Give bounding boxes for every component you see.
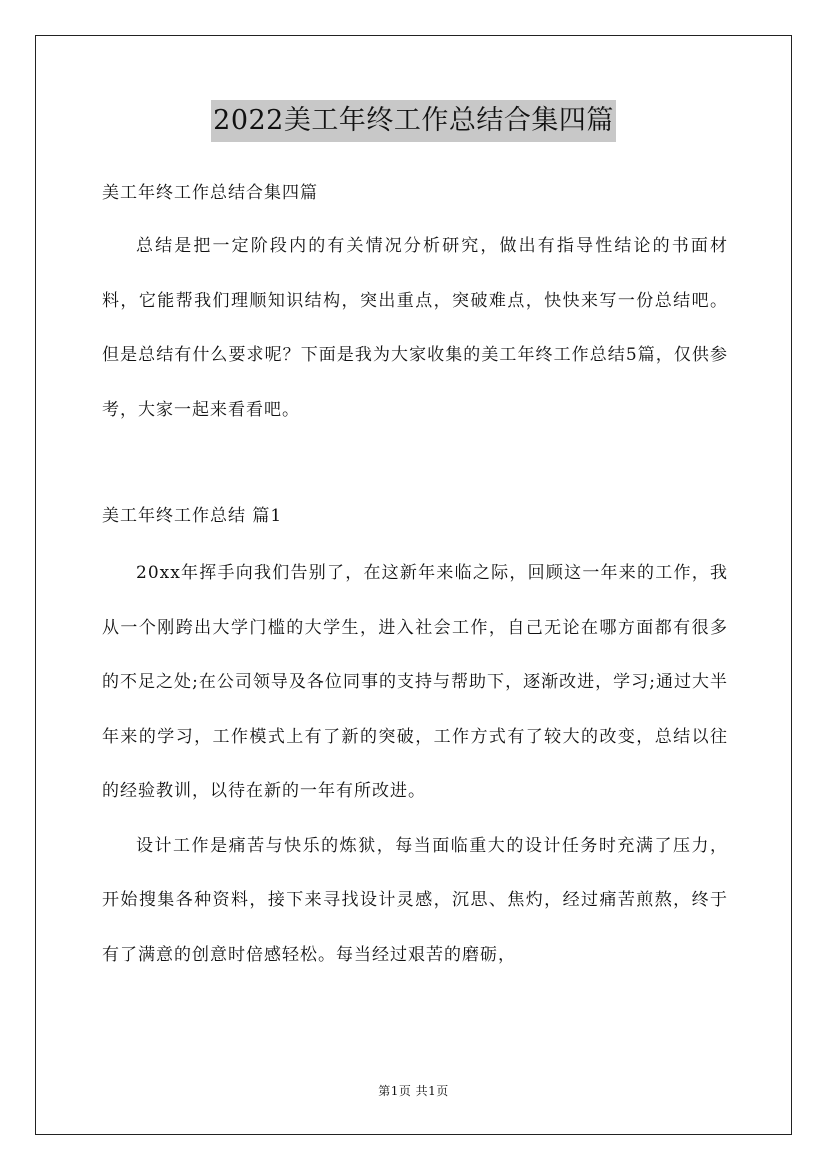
- document-title: [0, 100, 827, 142]
- document-subtitle: 美工年终工作总结合集四篇: [102, 183, 318, 203]
- body-paragraph: 20xx年挥手向我们告别了，在这新年来临之际，回顾这一年来的工作，我从一个刚跨出大学门槛的大学生，进入社会工作，自己无论在哪方面都有很多的不足之处;在公司领导及各位同事的支持与帮助下，逐渐改进，学习;通过大半年来的学习，工作模式上有了新的突破，工作方式有了较大的改变，总结以往的经验教训，以待在新的一年有所改进。: [102, 563, 728, 801]
- page-footer: [0, 1083, 827, 1099]
- page-number: 第1页 共1页: [378, 1084, 449, 1098]
- intro-paragraph: 总结是把一定阶段内的有关情况分析研究，做出有指导性结论的书面材料，它能帮我们理顺知识结构，突出重点，突破难点，快快来写一份总结吧。但是总结有什么要求呢？下面是我为大家收集的美工年终工作总结5篇，仅供参考，大家一起来看看吧。: [102, 236, 728, 420]
- document-body: [102, 172, 728, 982]
- section-spacer: [102, 437, 728, 495]
- section-heading: 美工年终工作总结 篇1: [102, 506, 283, 526]
- body-paragraph: 设计工作是痛苦与快乐的炼狱，每当面临重大的设计任务时充满了压力，开始搜集各种资料，接下来寻找设计灵感，沉思、焦灼，经过痛苦煎熬，终于有了满意的创意时倍感轻松。每当经过艰苦的磨砺，: [102, 835, 728, 965]
- document-title-text: 2022美工年终工作总结合集四篇: [211, 100, 616, 142]
